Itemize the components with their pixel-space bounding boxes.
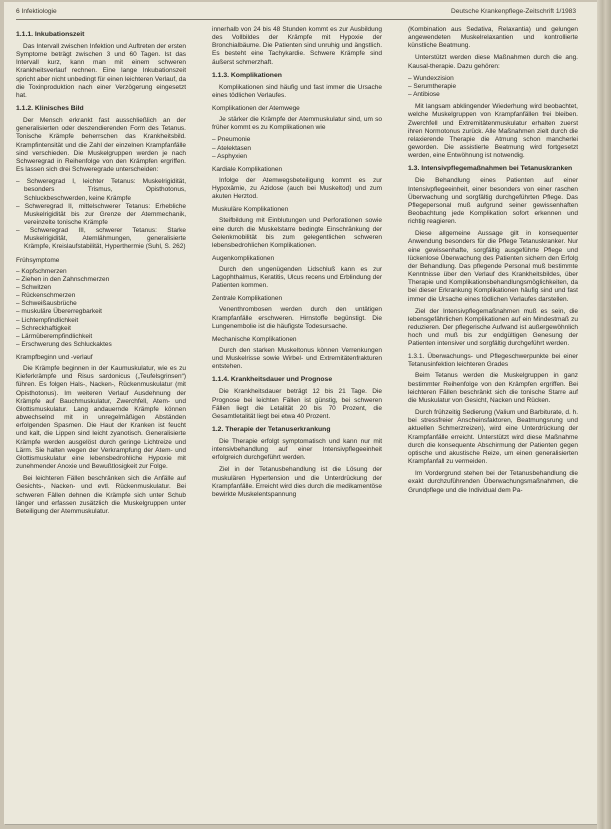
list-item: – Asphyxien bbox=[220, 153, 382, 161]
text-column-3 bbox=[408, 26, 578, 499]
paragraph: innerhalb von 24 bis 48 Stunden kommt es zur Ausbildung des Vollbildes der Krämpfe mit Hypoxie der Bronchialbäume. Die Patienten sind unruhig und ängstlich. Es besteht eine Tachykardie. Schwere Krämpfe sind äußerst schmerzhaft. bbox=[212, 26, 382, 66]
early-symptoms-list bbox=[16, 268, 186, 350]
paragraph: Im Vordergrund stehen bei der Tetanusbehandlung die exakt durchzuführenden Überwachungsmaßnahmen, die Grundpflege und die Individual dem Pa- bbox=[408, 470, 578, 494]
section-heading: 1.1.4. Krankheitsdauer und Prognose bbox=[212, 376, 333, 384]
list-item: – Pneumonie bbox=[220, 136, 382, 144]
list-item: – Erschwerung des Schluckaktes bbox=[24, 341, 186, 349]
paragraph: Ziel in der Tetanusbehandlung ist die Lösung der muskulären Hypertension und die Unterdrückung der Krampfanfälle. Erreicht wird dies durch die medikamentöse bewirkte Muskelentspannung bbox=[212, 466, 382, 498]
section-heading: 1.3. Intensivpflegemaßnahmen bei Tetanuskranken bbox=[408, 165, 573, 173]
severity-list bbox=[16, 178, 186, 251]
section-heading: 1.2. Therapie der Tetanuserkrankung bbox=[212, 426, 331, 433]
paragraph: Die Behandlung eines Patienten auf einer Intensivpflegeeinheit, einer besonders von einer raschen Überwachung und sorgfältig durchgeführten Pflege. Das Pflegepersonal muß aufgrund seiner gewissenhaften Beobachtung jede Komplikation sofort erkennen und richtig reagieren. bbox=[408, 177, 578, 226]
subheading: Komplikationen der Atemwege bbox=[212, 105, 300, 113]
subheading: Kardiale Komplikationen bbox=[212, 165, 283, 173]
list-item: – Schweißausbrüche bbox=[24, 300, 186, 308]
paragraph: Infolge der Atemwegsbeteiligung kommt es zur Hypoxämie, zu Azidose (auch bei Muskeltod) und zum akuten Herztod. bbox=[212, 176, 382, 201]
paragraph: Bei leichteren Fällen beschränken sich die Anfälle auf Gesichts-, Nacken- und evtl. Rückenmuskulatur. Bei schweren Fällen dehnen die Krämpfe sich unter Schub länger und erfassen zusätzlich die Muskelgruppen unter Beteiligung der Atemmuskulatur. bbox=[16, 475, 186, 515]
subheading: Muskuläre Komplikationen bbox=[212, 206, 289, 214]
paragraph: Die Krankheitsdauer beträgt 12 bis 21 Tage. Die Prognose bei leichten Fällen ist günstig, bei schweren Fällen liegt die Letalität 20 bis 70 Prozent, die Gesamtletalität liegt bei etwa 40 Prozent. bbox=[212, 388, 382, 420]
paragraph: Durch den starken Muskeltonus können Verrenkungen und Muskelrisse sowie Wirbel- und Extremitätenfrakturen entstehen. bbox=[212, 346, 382, 371]
paragraph: (Kombination aus Sedativa, Relaxantia) und gelungen angewendeten Muskelrelaxantien und kontrollierte künstliche Beatmung. bbox=[408, 26, 578, 50]
paragraph: Komplikationen sind häufig und fast immer die Ursache eines tödlichen Verlaufes. bbox=[212, 83, 382, 99]
paragraph: Ziel der Intensivpflegemaßnahmen muß es sein, die lebensgefährlichen Komplikationen auf ein Mindestmaß zu reduzieren. Der pflegerische Aufwand ist außergewöhnlich hoch und muß bis zur endgültigen Genesung der Patienten intensiver und sorgfältig durchgeführt werden. bbox=[408, 307, 578, 348]
document-page bbox=[4, 2, 598, 824]
paragraph: Der Mensch erkrankt fast ausschließlich an der generalisierten oder deszendierenden Form des Tetanus. Tonische Krämpfe beherrschen das Krankheitsbild. Krampfintensität und die Zahl der einzelnen Krampfanfälle sind verschieden. Die Muskelgruppen werden je nach Schweregrad in Reihenfolge von den Krämpfen ergriffen. Es lassen sich drei Schweregrade unterscheiden: bbox=[16, 117, 186, 174]
subheading: Mechanische Komplikationen bbox=[212, 335, 297, 343]
list-item: – Schreckhaftigkeit bbox=[24, 325, 186, 333]
paragraph: Steifbildung mit Einblutungen und Perforationen sowie eine durch die Muskelstarre bedingte Einschränkung der Gelenkmobilität bis zum gelegentlichen schweren lebensbedrohlichen Komplikationen. bbox=[212, 217, 382, 249]
list-item: – Serumtherapie bbox=[416, 83, 578, 91]
list-item: – Rückenschmerzen bbox=[24, 292, 186, 300]
list-item: – Ziehen in den Zahnschmerzen bbox=[24, 276, 186, 284]
complication-list bbox=[212, 136, 382, 160]
section-heading: 1.1.3. Komplikationen bbox=[212, 71, 282, 79]
subheading: Krampfbeginn und -verlauf bbox=[16, 354, 93, 362]
page-stack-edge bbox=[597, 0, 611, 829]
text-column-2 bbox=[212, 26, 382, 503]
running-header-right: Deutsche Krankenpflege-Zeitschrift 1/1983 bbox=[451, 8, 576, 15]
paragraph: Durch den ungenügenden Lidschluß kann es zur Lagophthalmus, Keratitis, Ulcus recens und Erblindung der Patienten kommen. bbox=[212, 265, 382, 290]
running-header-left: 6 Infektiologie bbox=[16, 8, 57, 15]
paragraph: Venenthrombosen werden durch den untätigen Krampfanfälle erschweren. Hirnstoffe begünstigt. Die Lungenembolie ist die häufigste Todesursache. bbox=[212, 306, 382, 330]
subheading: 1.3.1. Überwachungs- und Pflegeschwerpunkte bei einer Tetanusinfektion leichteren Grades bbox=[408, 353, 578, 369]
section-heading: 1.1.1. Inkubationszeit bbox=[16, 31, 85, 38]
paragraph: Die Therapie erfolgt symptomatisch und kann nur mit intensivbehandlung auf einer Intensivpflegeeinheit erfolgreich durchgeführt werden. bbox=[212, 438, 382, 462]
list-item: – Antibiose bbox=[416, 91, 578, 99]
text-column-1 bbox=[16, 26, 186, 520]
section-heading: 1.1.2. Klinisches Bild bbox=[16, 105, 84, 113]
subheading: Zentrale Komplikationen bbox=[212, 295, 283, 303]
list-item: – Kopfschmerzen bbox=[24, 268, 186, 276]
header-rule bbox=[16, 19, 576, 20]
list-item: – Schweregrad I, leichter Tetanus: Muskelrigidität, besonders Trismus, Opisthotonus, Schluckbeschwerden, keine Krämpfe bbox=[24, 178, 186, 202]
paragraph: Das Intervall zwischen Infektion und Auftreten der ersten Symptome beträgt zwischen 3 und 60 Tagen. Ist das Intervall kurz, kann man mit einem schweren Krankheitsverlauf rechnen. Eine lange Inkubationszeit spricht aber nicht unbedingt für einen leichteren Verlauf, da die Toxinproduktion nach einer Verzögerung eingesetzt hat. bbox=[16, 43, 186, 99]
list-item: – Lichtempfindlichkeit bbox=[24, 317, 186, 325]
paragraph: Durch frühzeitig Sedierung (Valium und Barbiturate, d. h. bei stressfreier Anscheinsfaktoren, Beatmungsrung und aktuellen Schmerzreizen), wird eine Unterdrückung der Krampfanfälle erreicht. Unterstützt wird diese Maßnahme durch die konsequente Abschirmung der Patienten gegen optische und akustische Reize, um einen generalisierten Krampfanfall zu vermeiden. bbox=[408, 409, 578, 466]
list-item: – Schweregrad II, mittelschwerer Tetanus: Erhebliche Muskelrigidität bis zur Grenze der Atemmechanik, vereinzelte tonische Krämpfe bbox=[24, 203, 186, 227]
causal-therapy-list bbox=[408, 75, 578, 99]
paragraph: Je stärker die Krämpfe der Atemmuskulatur sind, um so früher kommt es zu Komplikationen wie bbox=[212, 116, 382, 132]
paragraph: Die Krämpfe beginnen in der Kaumuskulatur, wie es zu Kieferkrämpfe und Risus sardonicus („Teufelsgrinsen“) führen. Es folgen Hals-, Nacken-, Rückenmuskulatur (mit Opisthotonus). Im weiteren Verlauf Ausdehnung der Krämpfe auf Bauchmuskulatur, Zwerchfell, Atem- und Glottismuskulatur. Lang andauernde Krämpfe können abwechselnd mit in unregelmäßigen Abständen erfolgenden Spasmen. Die Haut der Kranken ist feucht und kalt, die Lippen sind leicht zyanotisch. Generalisierte Krämpfe werden ausgelöst durch geringe Lichtreize und Lärm. Sie halten wegen der Verkrampfung der Atem- und Glottismuskulatur eine lebensbedrohliche Hypoxie mit zunehmender Anoxie und Bewußtlosigkeit zur Folge. bbox=[16, 365, 186, 471]
paragraph: Beim Tetanus werden die Muskelgruppen in ganz bestimmter Reihenfolge von den Krämpfen ergriffen. Bei leichteren Fällen beschränkt sich die tonische Starre auf die Muskulatur von Gesicht, Nacken und Rücken. bbox=[408, 372, 578, 404]
paragraph: Mit langsam abklingender Wiederhung wird beobachtet, welche Muskelgruppen von Krampfanfällen frei bleiben. Zwerchfell und Extremitätenmuskulatur erhalten zuerst ihren Normotonus zurück. Alle Maßnahmen zielt durch die relaxierende Therapie die Atmung schon mancherlei geworden. Die assistierte Beatmung wird fortgesetzt werden, eine Entwöhnung ist notwendig. bbox=[408, 103, 578, 160]
paragraph: Diese allgemeine Aussage gilt in konsequenter Anwendung besonders für die Pflege Tetanuskranker. Nur eine gewissenhafte, sorgfältig ausgeführte Pflege und lückenlose Überwachung des Patienten sichern den Erfolg der Behandlung. Das pflegende Personal muß bestimmte Kenntnisse über den Verlauf des Krankheitsbildes, über Therapie und Komplikationsbehandlungsmöglichkeiten, da bei dieser Erkrankung Komplikationen häufig sind und fast immer die Ursache eines tödlichen Verlaufes darstellen. bbox=[408, 230, 578, 303]
list-item: – Lärmüberempfindlichkeit bbox=[24, 333, 186, 341]
list-item: – Atelektasen bbox=[220, 145, 382, 153]
list-item: – Schweregrad III, schwerer Tetanus: Starke Muskelrigidität, Atemlähmungen, generalisierte Krämpfe, Kreislaufstabilität, Hyperthermie (Suhl, S. 262) bbox=[24, 227, 186, 251]
paragraph: Unterstützt werden diese Maßnahmen durch die ang. Kausal-therapie. Dazu gehören: bbox=[408, 54, 578, 70]
subheading: Frühsymptome bbox=[16, 256, 60, 264]
list-item: – muskuläre Übererregbarkeit bbox=[24, 308, 186, 316]
list-item: – Wundexzision bbox=[416, 75, 578, 83]
list-item: – Schwitzen bbox=[24, 284, 186, 292]
subheading: Augenkomplikationen bbox=[212, 254, 275, 262]
